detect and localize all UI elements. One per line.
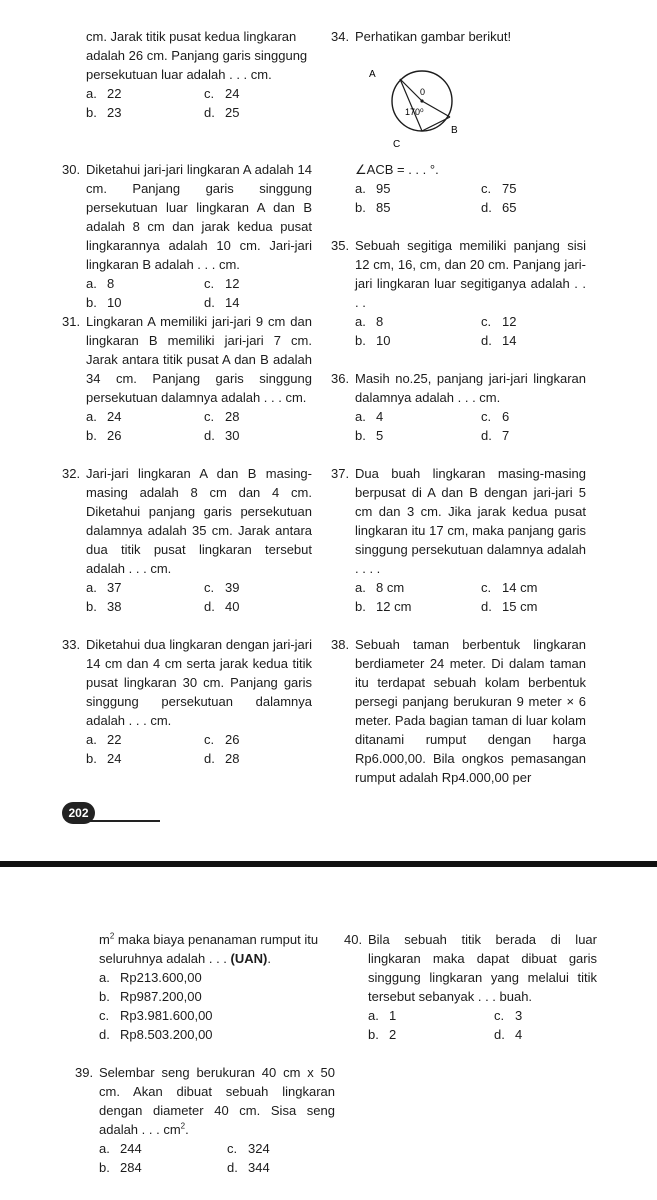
option-b: b. 12 cm xyxy=(355,599,412,614)
option-b: b. Rp987.200,00 xyxy=(99,989,202,1004)
question-text: Masih no.25, panjang jari-jari lingkaran dalamnya adalah . . . cm. xyxy=(355,371,586,405)
question-35 xyxy=(331,236,586,350)
option-a: a. 95 xyxy=(355,181,391,196)
option-a: a. Rp213.600,00 xyxy=(99,970,202,985)
chord-cb xyxy=(422,117,450,131)
label-c: C xyxy=(393,139,401,150)
question-text: Lingkaran A memiliki jari-jari 9 cm dan lingkaran B memiliki jari-jari 7 cm. Jarak antara titik pusat A dan B adalah 34 cm. Panjang garis singgung persekutuan dalamnya adalah . . . cm. xyxy=(86,314,312,405)
angle-label: 170⁰ xyxy=(405,107,424,117)
answer-options xyxy=(62,578,312,616)
label-b: B xyxy=(451,125,458,136)
question-text: Jari-jari lingkaran A dan B masing-masing adalah 8 cm dan 4 cm. Diketahui panjang garis persekutuan dalamnya adalah 35 cm. Jarak antara dua titik pusat lingkaran tersebut adalah . . . cm. xyxy=(86,466,312,576)
question-number: 38. xyxy=(331,637,350,652)
page-number: 202 xyxy=(62,802,95,824)
question-36 xyxy=(331,369,586,445)
question-38-continuation xyxy=(75,930,335,1044)
option-a: a. 22 xyxy=(86,732,122,747)
question-text: Perhatikan gambar berikut! xyxy=(355,29,512,44)
option-d: d. 25 xyxy=(204,105,240,120)
question-number: 36. xyxy=(331,371,350,386)
page-number-badge xyxy=(62,802,122,824)
question-text: Dua buah lingkaran masing-masing berpusat di A dan B dengan jari-jari 5 cm dan 3 cm. Jika jarak kedua pusat lingkaran itu 17 cm, maka panjang garis singgung persekutuan dalamnya adalah . . . . xyxy=(355,466,586,576)
question-text: Diketahui dua lingkaran dengan jari-jari 14 cm dan 4 cm serta jarak kedua titik pusat lingkaran 30 cm. Panjang garis singgung persekutuan dalamnya adalah . . . cm. xyxy=(86,637,312,728)
option-c: c. 14 cm xyxy=(481,580,538,595)
option-b: b. 2 xyxy=(368,1027,397,1042)
badge-underline xyxy=(90,820,160,822)
option-d: d. 14 xyxy=(204,295,240,310)
option-d: d. 7 xyxy=(481,428,510,443)
question-38 xyxy=(331,635,586,787)
radius-ob xyxy=(422,101,450,117)
question-37 xyxy=(331,464,586,616)
question-text: Sebuah segitiga memiliki panjang sisi 12 cm, 16, cm, dan 20 cm. Panjang jari-jari lingkaran luar segitiganya adalah . . . . xyxy=(355,238,586,310)
text-line: adalah 26 cm. Panjang garis singgung xyxy=(86,48,308,63)
option-b: b. 5 xyxy=(355,428,384,443)
question-number: 37. xyxy=(331,466,350,481)
option-b: b. 10 xyxy=(86,295,122,310)
top-left-column xyxy=(62,27,312,768)
question-text: Sebuah taman berbentuk lingkaran berdiameter 24 meter. Di dalam taman itu terdapat sebuah kolam berbentuk persegi panjang berukuran 9 meter × 6 meter. Pada bagian taman di luar kolam ditanami rumput dengan harga Rp6.000,00. Bila ongkos pemasangan rumput adalah Rp4.000,00 per xyxy=(355,637,586,785)
option-c: c. 3 xyxy=(494,1008,523,1023)
option-c: c. 24 xyxy=(204,86,240,101)
bottom-left-column xyxy=(75,930,335,1177)
question-text: Bila sebuah titik berada di luar lingkaran maka dapat dibuat garis singgung lingkaran yang melalui titik tersebut sebanyak . . . buah. xyxy=(368,932,597,1004)
option-b: b. 26 xyxy=(86,428,122,443)
answer-options xyxy=(75,1139,335,1177)
option-a: a. 1 xyxy=(368,1008,397,1023)
angle-question: ∠ACB = . . . °. xyxy=(355,162,439,177)
question-33 xyxy=(62,635,312,768)
option-d: d. 344 xyxy=(227,1160,270,1175)
option-c: c. 12 xyxy=(204,276,240,291)
text-line: $m^2$ maka biaya penanaman rumput itu xyxy=(99,931,319,947)
option-a: a. 8 xyxy=(355,314,384,329)
option-d: d. 28 xyxy=(204,751,240,766)
option-a: a. 24 xyxy=(86,409,122,424)
uan-tag: (UAN) xyxy=(230,951,268,966)
question-number: 39. xyxy=(75,1065,94,1080)
option-c: c. 26 xyxy=(204,732,240,747)
text-line: cm. Jarak titik pusat kedua lingkaran xyxy=(86,29,297,44)
option-a: a. 244 xyxy=(99,1141,142,1156)
option-c: c. 6 xyxy=(481,409,510,424)
option-c: c. 28 xyxy=(204,409,240,424)
answer-options xyxy=(62,407,312,445)
option-c: c. 12 xyxy=(481,314,517,329)
option-b: b. 284 xyxy=(99,1160,142,1175)
option-d: d. 14 xyxy=(481,333,517,348)
question-29-continuation xyxy=(62,27,312,122)
option-d: d. 30 xyxy=(204,428,240,443)
option-c: c. 39 xyxy=(204,580,240,595)
option-a: a. 8 cm xyxy=(355,580,405,595)
option-b: b. 10 xyxy=(355,333,391,348)
question-number: 30. xyxy=(62,162,81,177)
option-d: d. 15 cm xyxy=(481,599,538,614)
question-31 xyxy=(62,312,312,445)
question-30 xyxy=(62,160,312,312)
label-o: 0 xyxy=(420,87,426,97)
answer-options xyxy=(331,179,586,217)
option-c: c. 324 xyxy=(227,1141,270,1156)
text-line: seluruhnya adalah . . . (UAN). xyxy=(99,951,271,966)
center-point xyxy=(420,99,423,102)
option-c: c. Rp3.981.600,00 xyxy=(99,1008,213,1023)
option-a: a. 37 xyxy=(86,580,122,595)
option-a: a. 4 xyxy=(355,409,384,424)
question-40 xyxy=(344,930,597,1044)
question-number: 32. xyxy=(62,466,81,481)
option-b: b. 85 xyxy=(355,200,391,215)
option-a: a. 8 xyxy=(86,276,115,291)
option-d: d. Rp8.503.200,00 xyxy=(99,1027,213,1042)
circle-figure xyxy=(355,67,475,157)
option-d: d. 4 xyxy=(494,1027,523,1042)
answer-options xyxy=(75,968,335,1044)
answer-options xyxy=(331,312,586,350)
answer-options xyxy=(331,578,586,616)
option-b: b. 24 xyxy=(86,751,122,766)
answer-options xyxy=(62,730,312,768)
chord-ac xyxy=(400,79,422,131)
label-a: A xyxy=(369,69,376,80)
option-d: d. 40 xyxy=(204,599,240,614)
answer-options xyxy=(62,84,312,122)
question-32 xyxy=(62,464,312,616)
answer-options xyxy=(331,407,586,445)
question-text: Diketahui jari-jari lingkaran A adalah 14 cm. Panjang garis singgung persekutuan luar lingkaran A dan B adalah 8 cm dan jarak kedua pusat lingkarannya adalah 10 cm. Jari-jari lingkaran B adalah . . . cm. xyxy=(86,162,312,272)
bottom-right-column xyxy=(344,930,597,1044)
radius-oa xyxy=(400,79,422,101)
option-a: a. 22 xyxy=(86,86,122,101)
option-b: b. 38 xyxy=(86,599,122,614)
option-b: b. 23 xyxy=(86,105,122,120)
question-number: 35. xyxy=(331,238,350,253)
question-39 xyxy=(75,1063,335,1177)
answer-options xyxy=(62,274,312,312)
question-number: 40. xyxy=(344,932,363,947)
answer-options xyxy=(344,1006,597,1044)
question-number: 31. xyxy=(62,314,81,329)
question-number: 34. xyxy=(331,29,350,44)
question-text: Selembar seng berukuran 40 cm x 50 cm. Akan dibuat sebuah lingkaran dengan diameter 40 cm. Sisa seng adalah . . . $cm^2$. xyxy=(99,1065,335,1137)
option-d: d. 65 xyxy=(481,200,517,215)
text-line: persekutuan luar adalah . . . cm. xyxy=(86,67,272,82)
question-number: 33. xyxy=(62,637,81,652)
option-c: c. 75 xyxy=(481,181,517,196)
page-divider xyxy=(0,861,657,867)
